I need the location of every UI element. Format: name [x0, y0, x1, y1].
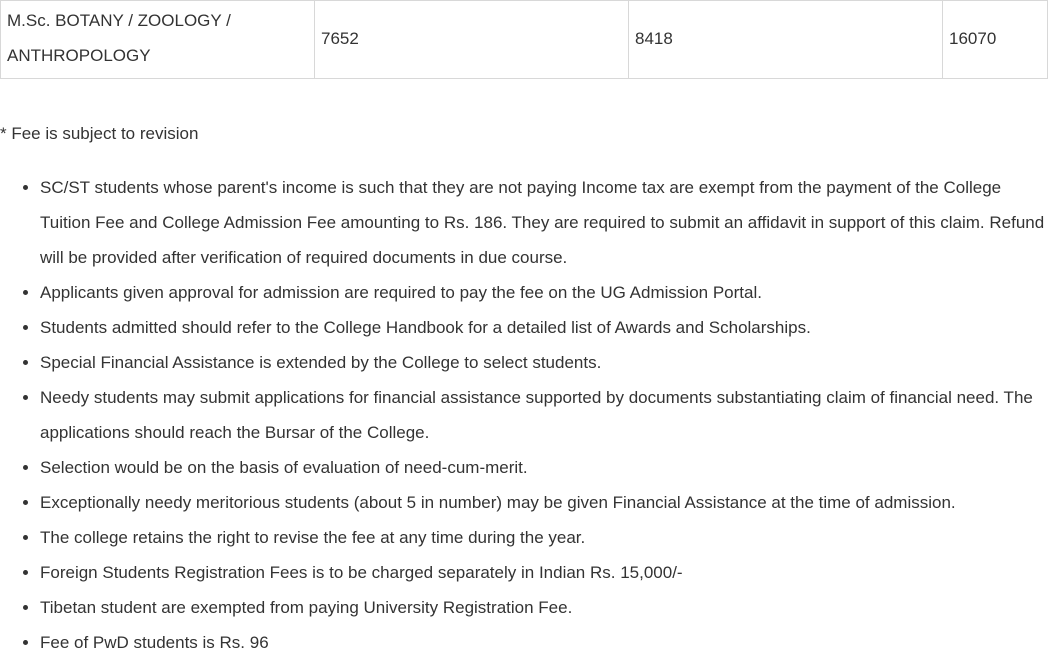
list-item: • Students admitted should refer to the College Handbook for a detailed list of Awards and Scholarships.: [40, 310, 1050, 345]
list-item: • Selection would be on the basis of evaluation of need-cum-merit.: [40, 450, 1050, 485]
list-item: • SC/ST students whose parent's income is such that they are not paying Income tax are exempt from the payment of the College Tuition Fee and College Admission Fee amounting to Rs. 186. They are required to submit an affidavit in support of this claim. Refund will be provided after verification of required documents in due course.: [40, 170, 1050, 275]
list-item: • Exceptionally needy meritorious students (about 5 in number) may be given Financial Assistance at the time of admission.: [40, 485, 1050, 520]
table-cell-fee: 7652: [315, 1, 629, 79]
table-cell-fee: 8418: [629, 1, 943, 79]
list-item: • Needy students may submit applications for financial assistance supported by documents substantiating claim of financial need. The applications should reach the Bursar of the College.: [40, 380, 1050, 450]
list-item: • Applicants given approval for admission are required to pay the fee on the UG Admission Portal.: [40, 275, 1050, 310]
fee-table: [0, 0, 1048, 79]
list-item: • Special Financial Assistance is extended by the College to select students.: [40, 345, 1050, 380]
list-item: • Tibetan student are exempted from paying University Registration Fee.: [40, 590, 1050, 625]
fee-info-list: [0, 170, 1050, 660]
table-cell-course: M.Sc. BOTANY / ZOOLOGY / ANTHROPOLOGY: [1, 1, 315, 79]
table-row: [1, 1, 1048, 79]
list-item: • The college retains the right to revise the fee at any time during the year.: [40, 520, 1050, 555]
table-cell-total: 16070: [943, 1, 1048, 79]
list-item: • Fee of PwD students is Rs. 96: [40, 625, 1050, 660]
list-item: • Foreign Students Registration Fees is to be charged separately in Indian Rs. 15,000/-: [40, 555, 1050, 590]
fee-revision-note: * Fee is subject to revision: [0, 124, 199, 143]
